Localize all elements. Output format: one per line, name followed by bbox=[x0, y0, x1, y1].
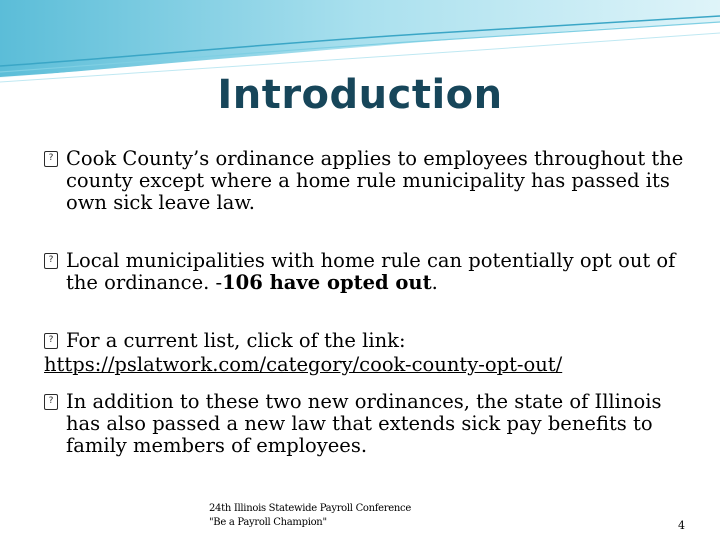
bullet-list bbox=[44, 148, 684, 457]
bullet-text: Local municipalities with home rule can potentially opt out of the ordinance. - bbox=[66, 249, 676, 294]
opt-out-list-link[interactable]: https://pslatwork.com/category/cook-county-opt-out/ bbox=[44, 353, 563, 376]
bullet-text: For a current list, click of the link: bbox=[66, 329, 406, 352]
missing-glyph-box-icon: ? bbox=[44, 253, 58, 269]
bullet-text: Cook County’s ordinance applies to employees throughout the county except where a home rule municipality has passed its own sick leave law. bbox=[66, 147, 684, 214]
bullet-item-3 bbox=[44, 330, 684, 376]
page-number: 4 bbox=[678, 519, 685, 532]
footer bbox=[209, 502, 411, 530]
bullet-text: In addition to these two new ordinances, the state of Illinois has also passed a new law that extends sick pay benefits to family members of employees. bbox=[66, 390, 662, 457]
bullet-text-end: . bbox=[431, 271, 438, 294]
bullet-item-4 bbox=[44, 391, 684, 457]
missing-glyph-box-icon: ? bbox=[44, 394, 58, 410]
bullet-item-2 bbox=[44, 250, 684, 294]
opted-out-count-text: 106 have opted out bbox=[222, 271, 432, 294]
slide-title: Introduction bbox=[217, 72, 503, 118]
bullet-item-1 bbox=[44, 148, 684, 214]
footer-tagline: "Be a Payroll Champion" bbox=[209, 517, 327, 528]
missing-glyph-box-icon: ? bbox=[44, 151, 58, 167]
footer-conference-name: 24th Illinois Statewide Payroll Conference bbox=[209, 503, 411, 514]
missing-glyph-box-icon: ? bbox=[44, 333, 58, 349]
